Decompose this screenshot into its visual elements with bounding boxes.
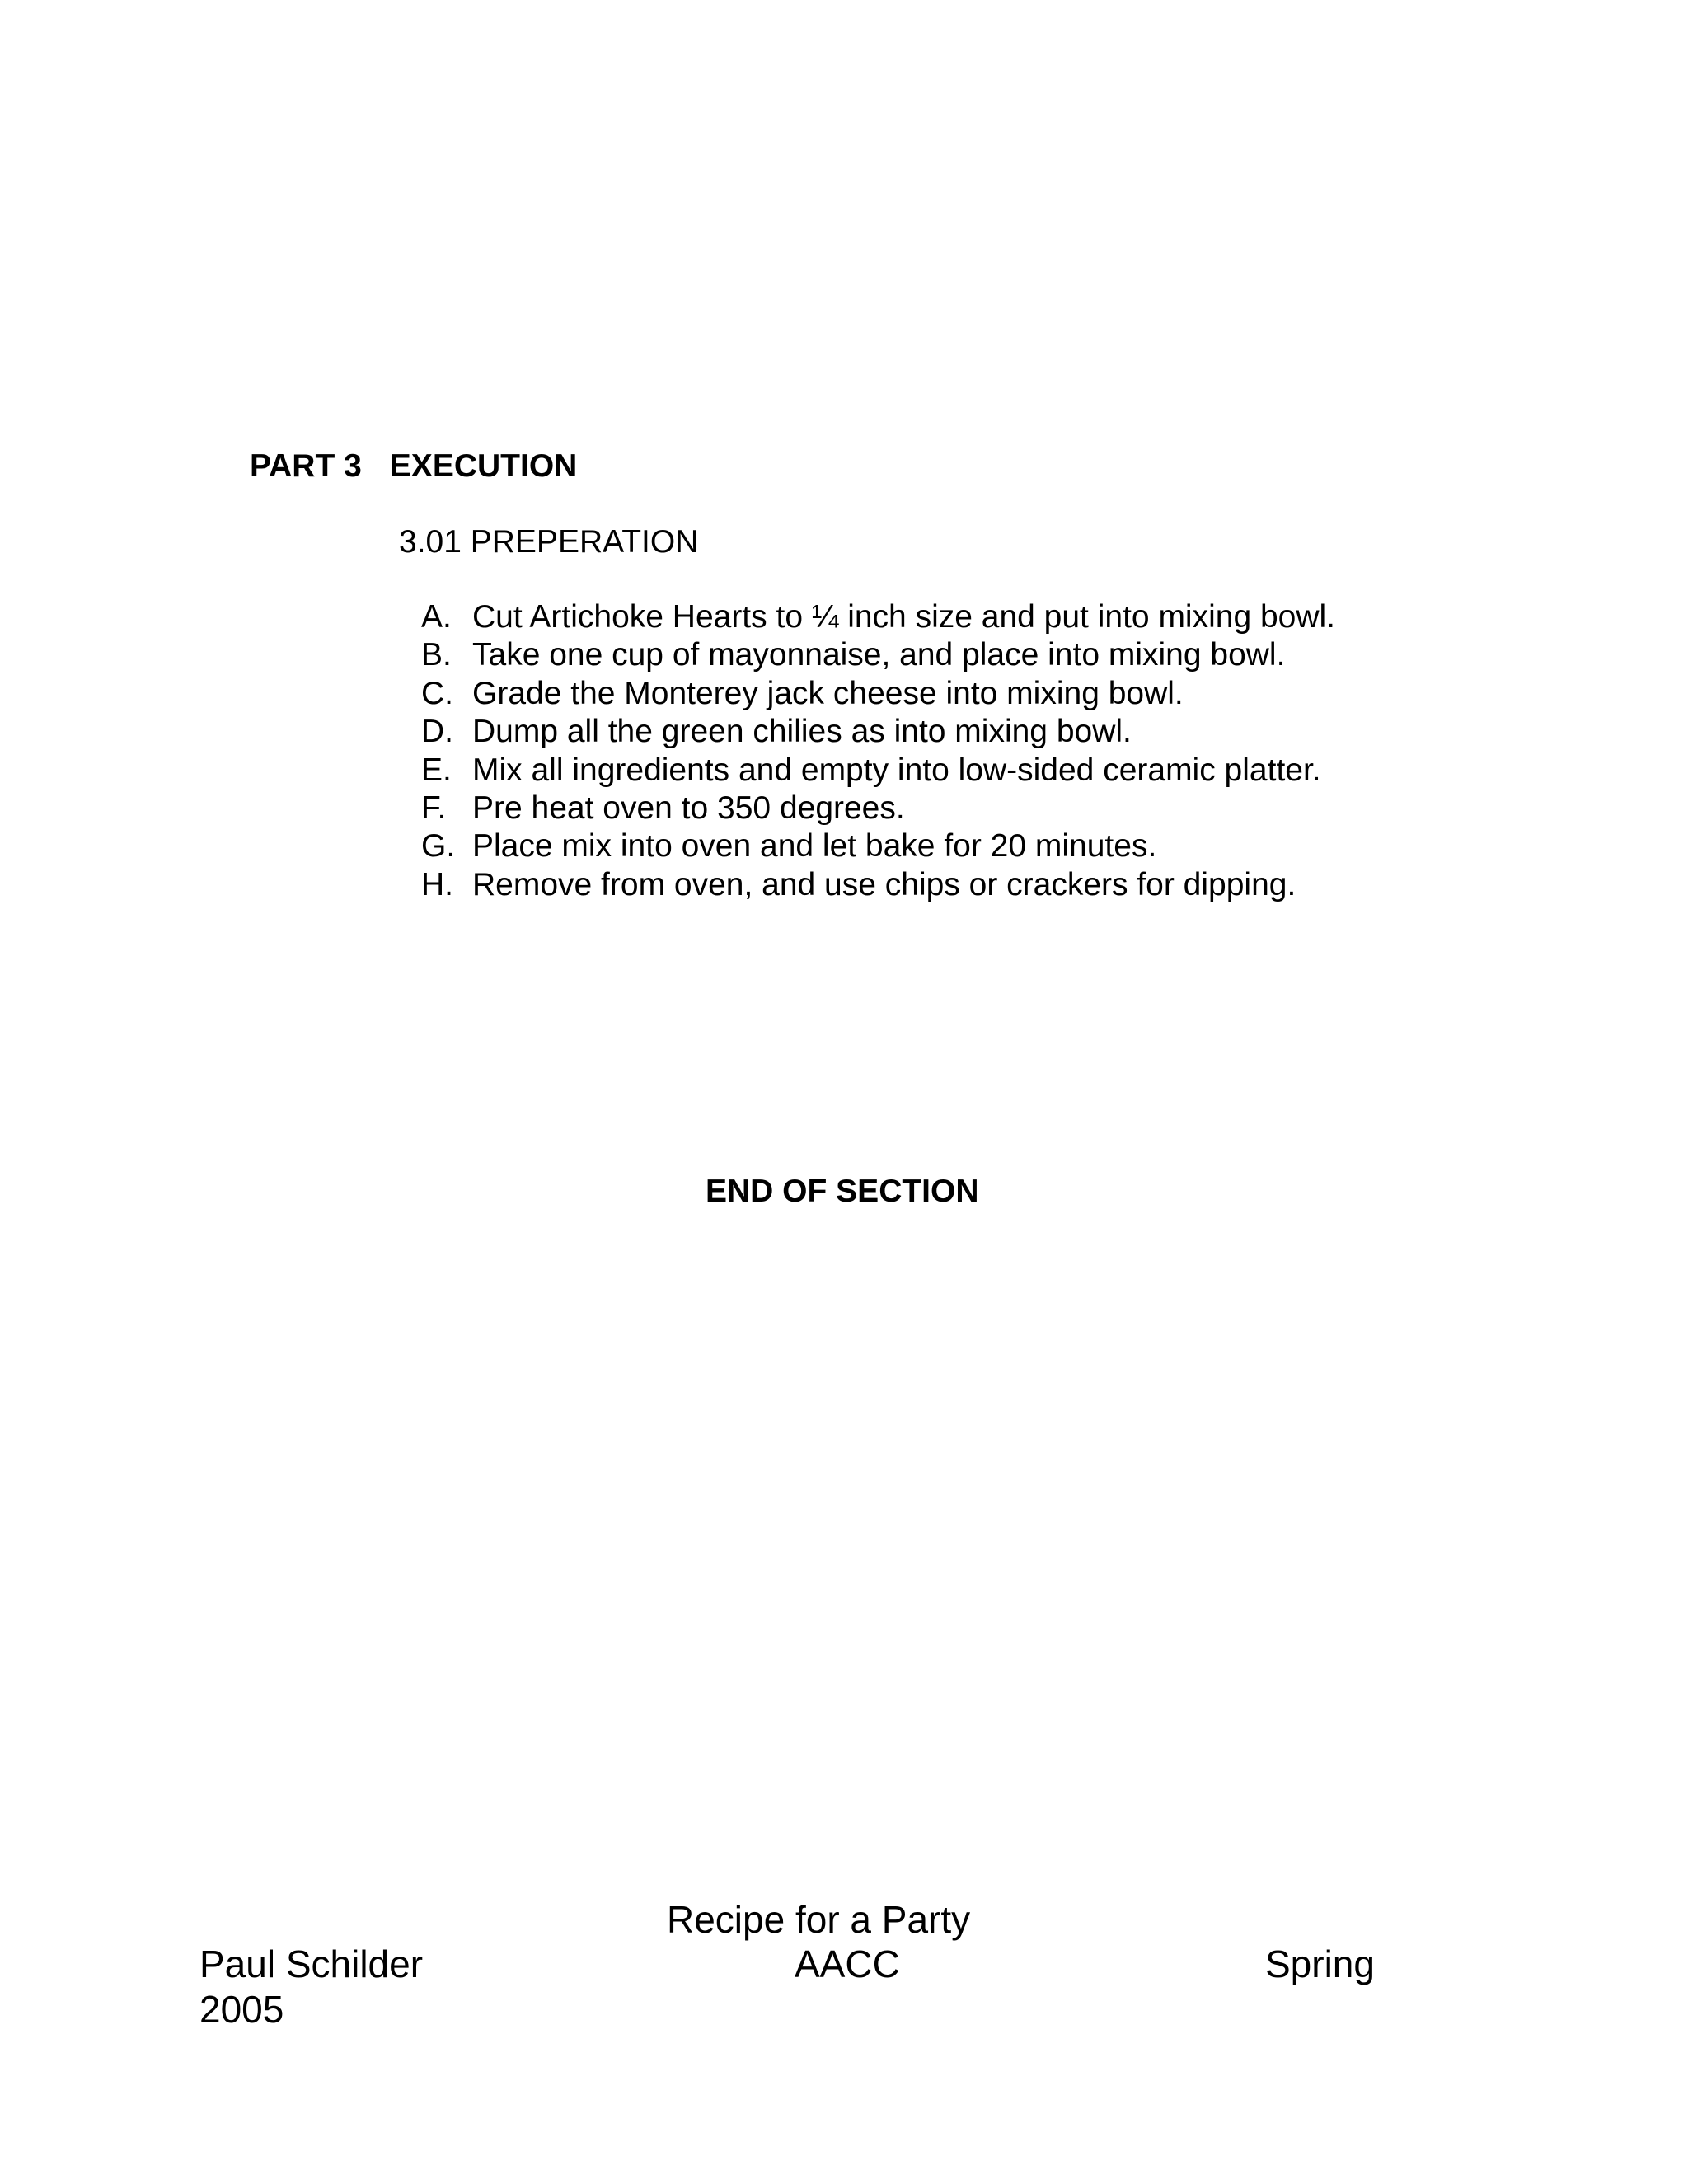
list-item [421,713,1335,751]
step-text: Dump all the green chilies as into mixing bowl. [472,714,1132,750]
subsection-title: 3.01 PREPERATION [399,524,699,560]
footer-author: Paul Schilder [199,1943,424,1985]
step-text: Pre heat oven to 350 degrees. [472,790,905,827]
footer-year: 2005 [199,1988,284,2031]
step-text: Grade the Monterey jack cheese into mixing bowl. [472,675,1184,711]
step-letter: G. [421,828,456,865]
list-item [421,675,1335,713]
step-letter: A. [421,599,452,635]
footer-organization: AACC [795,1943,900,1985]
step-letter: B. [421,637,452,673]
footer-season: Spring [1265,1943,1375,1985]
step-text: Place mix into oven and let bake for 20 minutes. [472,828,1157,865]
list-item [421,866,1335,904]
part-heading [250,448,577,485]
list-item [421,752,1335,790]
list-item [421,598,1335,636]
step-list [421,598,1335,904]
step-letter: C. [421,675,453,711]
step-text: Take one cup of mayonnaise, and place into mixing bowl. [472,637,1286,673]
list-item [421,636,1335,674]
step-letter: F. [421,790,447,827]
step-text: Cut Artichoke Hearts to ¼ inch size and put into mixing bowl. [472,599,1336,635]
step-letter: H. [421,866,453,902]
footer-title: Recipe for a Party [667,1898,971,1941]
list-item [421,827,1335,865]
step-letter: E. [421,752,452,788]
end-of-section-label: END OF SECTION [706,1174,979,1209]
list-item [421,790,1335,827]
step-text: Remove from oven, and use chips or crackers for dipping. [472,866,1296,902]
step-text: Mix all ingredients and empty into low-sided ceramic platter. [472,752,1321,788]
step-letter: D. [421,714,453,750]
part-title: EXECUTION [389,448,578,484]
part-number: PART 3 [250,448,362,484]
